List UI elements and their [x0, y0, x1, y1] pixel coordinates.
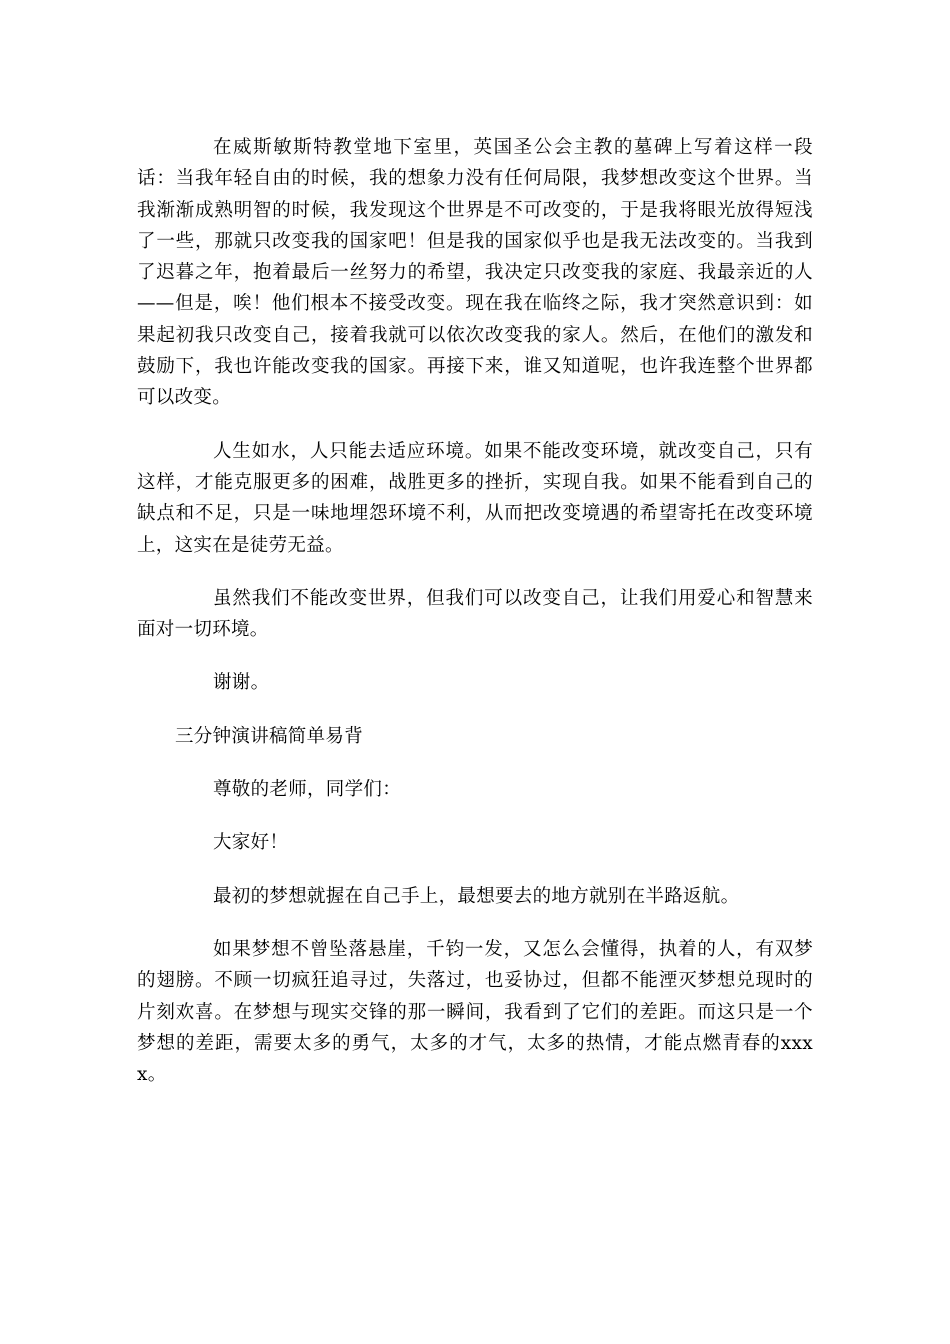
paragraph-first-dream: 最初的梦想就握在自己手上，最想要去的地方就别在半路返航。 — [213, 885, 740, 907]
paragraph-hello: 大家好！ — [213, 832, 289, 854]
paragraph-dream-gap: 如果梦想不曾坠落悬崖，千钧一发，又怎么会懂得，执着的人，有双梦的翅膀。不顾一切疯狂追寻过，失落过，也妥协过，但都不能湮灭梦想兑现时的片刻欢喜。在梦想与现实交锋的那一瞬间，我看到了它们的差距。而这只是一个梦想的差距，需要太多的勇气，太多的才气，太多的热情，才能点燃青春的xxxx。 — [137, 938, 813, 1086]
paragraph-epitaph: 在威斯敏斯特教堂地下室里，英国圣公会主教的墓碑上写着这样一段话：当我年轻自由的时候，我的想象力没有任何局限，我梦想改变这个世界。当我渐渐成熟明智的时候，我发现这个世界是不可改变的，于是我将眼光放得短浅了一些，那就只改变我的国家吧！但是我的国家似乎也是我无法改变的。当我到了迟暮之年，抱着最后一丝努力的希望，我决定只改变我的家庭、我最亲近的人——但是，唉！他们根本不接受改变。现在我在临终之际，我才突然意识到：如果起初我只改变自己，接着我就可以依次改变我的家人。然后，在他们的激发和鼓励下，我也许能改变我的国家。再接下来，谁又知道呢，也许我连整个世界都可以改变。 — [137, 137, 813, 409]
paragraph-life-like-water: 人生如水，人只能去适应环境。如果不能改变环境，就改变自己，只有这样，才能克服更多的困难，战胜更多的挫折，实现自我。如果不能看到自己的缺点和不足，只是一味地埋怨环境不利，从而把改变境遇的希望寄托在改变环境上，这实在是徒劳无益。 — [137, 440, 813, 556]
paragraph-thanks: 谢谢。 — [213, 672, 270, 694]
paragraph-change-ourselves: 虽然我们不能改变世界，但我们可以改变自己，让我们用爱心和智慧来面对一切环境。 — [137, 587, 813, 641]
paragraph-greeting-audience: 尊敬的老师，同学们： — [213, 779, 402, 801]
section-heading: 三分钟演讲稿简单易背 — [175, 725, 364, 747]
document-body — [137, 132, 813, 1090]
